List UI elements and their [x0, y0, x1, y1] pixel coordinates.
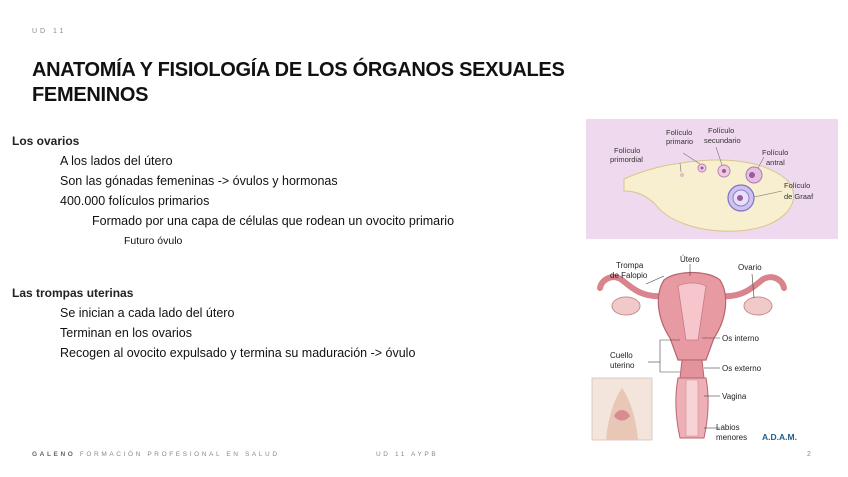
label-ovario: Ovario — [738, 263, 762, 272]
label-cuello-2: uterino — [610, 361, 635, 370]
label-labios-2: menores — [716, 433, 748, 442]
list-item: • Recogen al ovocito expulsado y termina su maduración -> óvulo — [0, 343, 415, 363]
tubes-list — [0, 303, 415, 363]
list-item: • Son las gónadas femeninas -> óvulos y hormonas — [0, 171, 454, 191]
label-trompa-1: Trompa — [616, 261, 644, 270]
label-os-interno: Os interno — [722, 334, 759, 343]
list-item: • Formado por una capa de células que rodean un ovocito primario — [0, 211, 454, 231]
uterus-anatomy-figure — [586, 250, 838, 446]
label-utero: Útero — [680, 255, 700, 264]
label-graaf-1: Folículo — [784, 181, 811, 190]
footer-brand — [32, 451, 280, 458]
list-item: • Futuro óvulo — [0, 231, 454, 251]
list-item: • Se inician a cada lado del útero — [0, 303, 415, 323]
label-os-externo: Os externo — [722, 364, 762, 373]
label-trompa-2: de Falopio — [610, 271, 648, 280]
ovary-follicles-illustration — [586, 119, 838, 239]
page-number: 2 — [807, 451, 811, 458]
section-heading-tubes: Las trompas uterinas — [12, 286, 134, 300]
adam-logo: A.D.A.M. — [762, 432, 797, 442]
footer-brand-name: GALENO — [32, 451, 76, 458]
label-labios-1: Labios — [716, 423, 740, 432]
label-antral-2: antral — [766, 158, 785, 167]
label-primordial-2: primordial — [610, 155, 643, 164]
uterus-anatomy-illustration — [586, 250, 838, 446]
ovaries-list — [0, 151, 454, 251]
label-cuello-1: Cuello — [610, 351, 633, 360]
label-primordial-1: Folículo — [614, 146, 641, 155]
label-antral-1: Folículo — [762, 148, 789, 157]
footer-course: UD 11 AYPB — [376, 451, 439, 458]
unit-tag: UD 11 — [32, 28, 67, 35]
label-primario-2: primario — [666, 137, 694, 146]
label-vagina: Vagina — [722, 392, 747, 401]
section-heading-ovaries: Los ovarios — [12, 134, 80, 148]
label-secundario-1: Folículo — [708, 126, 735, 135]
list-item: • A los lados del útero — [0, 151, 454, 171]
ovary-follicles-figure — [586, 119, 838, 239]
footer-brand-subtitle: FORMACIÓN PROFESIONAL EN SALUD — [79, 451, 280, 458]
list-item: • 400.000 folículos primarios — [0, 191, 454, 211]
label-graaf-2: de Graaf — [784, 192, 814, 201]
list-item: • Terminan en los ovarios — [0, 323, 415, 343]
label-secundario-2: secundario — [704, 136, 741, 145]
slide-title: ANATOMÍA Y FISIOLOGÍA DE LOS ÓRGANOS SEXUALES FEMENINOS — [32, 59, 565, 106]
label-primario-1: Folículo — [666, 128, 693, 137]
